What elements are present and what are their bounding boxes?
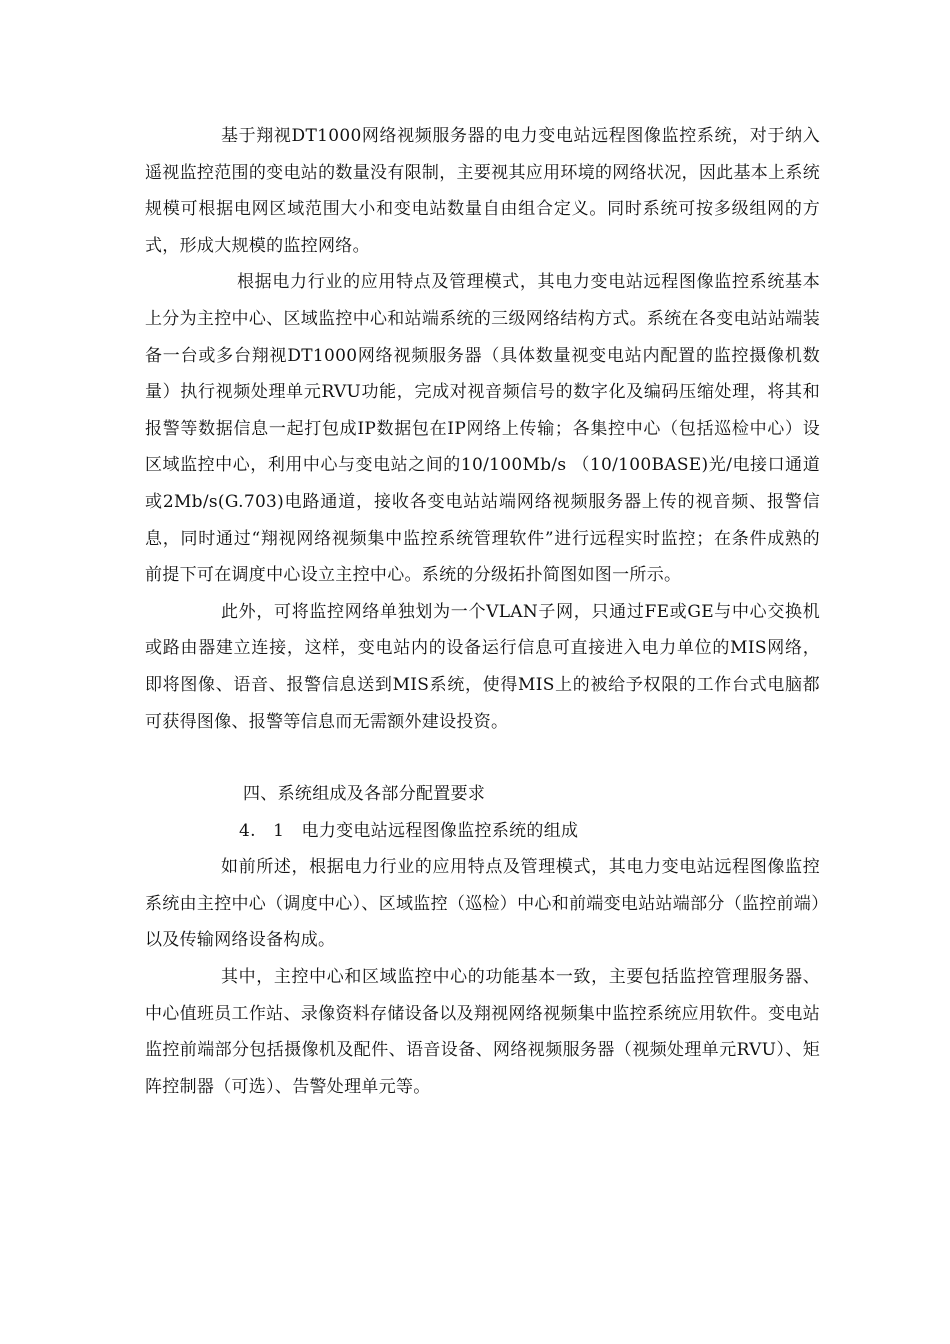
paragraph-architecture: 根据电力行业的应用特点及管理模式，其电力变电站远程图像监控系统基本上分为主控中心、区域监控中心和站端系统的三级网络结构方式。系统在各变电站站端装备一台或多台翔视DT1000网络视频服务器（具体数量视变电站内配置的监控摄像机数量）执行视频处理单元RVU功能，完成对视音频信号的数字化及编码压缩处理，将其和报警等数据信息一起打包成IP数据包在IP网络上传输；各集控中心（包括巡检中心）设区域监控中心，利用中心与变电站之间的10/100Mb/s （10/100BASE)光/电接口通道或2Mb/s(G.703)电路通道，接收各变电站站端网络视频服务器上传的视音频、报警信息，同时通过“翔视网络视频集中监控系统管理软件”进行远程实时监控；在条件成熟的前提下可在调度中心设立主控中心。系统的分级拓扑简图如图一所示。 xyxy=(145,272,820,586)
document-body xyxy=(145,118,820,1105)
paragraph-components: 其中，主控中心和区域监控中心的功能基本一致，主要包括监控管理服务器、中心值班员工作站、录像资料存储设备以及翔视网络视频集中监控系统应用软件。变电站监控前端部分包括摄像机及配件、语音设备、网络视频服务器（视频处理单元RVU）、矩阵控制器（可选）、告警处理单元等。 xyxy=(145,967,820,1097)
paragraph-vlan: 此外，可将监控网络单独划为一个VLAN子网，只通过FE或GE与中心交换机或路由器建立连接，这样，变电站内的设备运行信息可直接进入电力单位的MIS网络，即将图像、语音、报警信息送到MIS系统，使得MIS上的被给予权限的工作台式电脑都可获得图像、报警等信息而无需额外建设投资。 xyxy=(145,601,820,732)
subsection-heading: 4. 1 电力变电站远程图像监控系统的组成 xyxy=(239,820,579,841)
paragraph-intro: 基于翔视DT1000网络视频服务器的电力变电站远程图像监控系统，对于纳入遥视监控范围的变电站的数量没有限制，主要视其应用环境的网络状况，因此基本上系统规模可根据电网区域范围大小和变电站数量自由组合定义。同时系统可按多级组网的方式，形成大规模的监控网络。 xyxy=(145,126,820,256)
section-spacer xyxy=(145,740,820,776)
paragraph-composition: 如前所述，根据电力行业的应用特点及管理模式，其电力变电站远程图像监控系统由主控中心（调度中心）、区域监控（巡检）中心和前端变电站站端部分（监控前端）以及传输网络设备构成。 xyxy=(145,857,820,951)
section-heading: 四、系统组成及各部分配置要求 xyxy=(243,784,486,805)
